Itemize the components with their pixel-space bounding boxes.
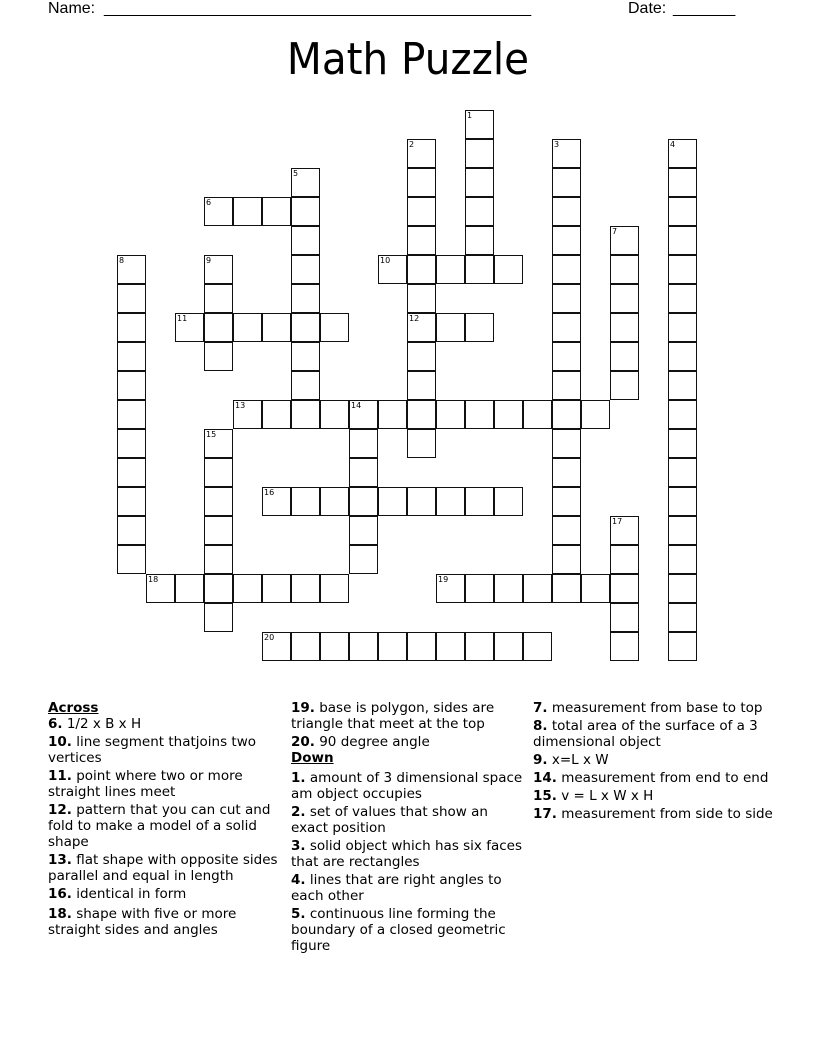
crossword-cell[interactable] [668,255,697,284]
crossword-cell[interactable] [552,342,581,371]
crossword-cell[interactable] [233,574,262,603]
crossword-cell[interactable] [436,313,465,342]
crossword-cell[interactable] [494,632,523,661]
crossword-cell[interactable] [378,255,407,284]
clue-down-9: 9. x=L x W [533,752,609,768]
crossword-cell[interactable] [436,487,465,516]
crossword-cell[interactable] [552,487,581,516]
crossword-cell[interactable] [233,313,262,342]
crossword-cell[interactable] [175,313,204,342]
crossword-cell[interactable] [668,458,697,487]
clue-number: 16 [264,488,275,497]
crossword-cell[interactable] [436,632,465,661]
crossword-cell[interactable] [320,313,349,342]
clue-number: 1 [467,111,473,120]
crossword-cell[interactable] [668,197,697,226]
clue-number: 2 [409,140,415,149]
crossword-cell[interactable] [407,139,436,168]
crossword-cell[interactable] [407,400,436,429]
clue-across-16: 16. identical in form [48,886,187,902]
crossword-cell[interactable] [552,400,581,429]
crossword-cell[interactable] [349,458,378,487]
crossword-cell[interactable] [320,574,349,603]
clue-down-14: 14. measurement from end to end [533,770,769,786]
crossword-cell[interactable] [349,487,378,516]
clue-number: 11 [177,314,188,323]
crossword-cell[interactable] [117,516,146,545]
crossword-cell[interactable] [349,400,378,429]
crossword-cell[interactable] [291,255,320,284]
crossword-cell[interactable] [465,313,494,342]
crossword-cell[interactable] [668,342,697,371]
clue-number: 18 [148,575,159,584]
crossword-cell[interactable] [465,574,494,603]
clue-number: 3 [554,140,560,149]
crossword-cell[interactable] [262,313,291,342]
crossword-cell[interactable] [291,400,320,429]
name-field[interactable]: ________________________________________________ [104,0,532,17]
crossword-cell[interactable] [552,284,581,313]
crossword-cell[interactable] [668,284,697,313]
crossword-cell[interactable] [204,545,233,574]
crossword-cell[interactable] [407,284,436,313]
crossword-cell[interactable] [610,371,639,400]
crossword-cell[interactable] [407,632,436,661]
clues-column-1 [48,700,280,940]
crossword-cell[interactable] [204,516,233,545]
crossword-cell[interactable] [117,400,146,429]
clue-across-20: 20. 90 degree angle [291,734,430,750]
crossword-cell[interactable] [610,226,639,255]
crossword-cell[interactable] [668,429,697,458]
crossword-cell[interactable] [552,458,581,487]
date-field[interactable]: _______ [673,0,736,17]
crossword-cell[interactable] [610,284,639,313]
crossword-cell[interactable] [668,400,697,429]
crossword-cell[interactable] [262,197,291,226]
crossword-cell[interactable] [117,255,146,284]
crossword-cell[interactable] [204,487,233,516]
crossword-cell[interactable] [494,255,523,284]
crossword-cell[interactable] [291,632,320,661]
crossword-cell[interactable] [117,371,146,400]
crossword-cell[interactable] [320,400,349,429]
crossword-cell[interactable] [465,632,494,661]
clue-down-3: 3. solid object which has six faces that are rectangles [291,838,522,870]
crossword-cell[interactable] [610,516,639,545]
crossword-cell[interactable] [494,487,523,516]
clue-across-12: 12. pattern that you can cut and fold to make a model of a solid shape [48,802,271,850]
crossword-cell[interactable] [233,400,262,429]
crossword-cell[interactable] [465,226,494,255]
clue-down-4: 4. lines that are right angles to each other [291,872,502,904]
crossword-cell[interactable] [349,545,378,574]
crossword-cell[interactable] [117,284,146,313]
clue-across-11: 11. point where two or more straight lines meet [48,768,243,800]
crossword-cell[interactable] [552,545,581,574]
clue-down-17: 17. measurement from side to side [533,806,773,822]
clue-number: 6 [206,198,212,207]
clue-down-8: 8. total area of the surface of a 3 dimensional object [533,718,758,750]
crossword-cell[interactable] [204,458,233,487]
crossword-cell[interactable] [465,110,494,139]
crossword-cell[interactable] [262,487,291,516]
crossword-cell[interactable] [378,400,407,429]
crossword-cell[interactable] [117,487,146,516]
clue-number: 5 [293,169,299,178]
crossword-cell[interactable] [117,458,146,487]
crossword-cell[interactable] [494,400,523,429]
crossword-cell[interactable] [668,168,697,197]
crossword-cell[interactable] [291,487,320,516]
crossword-cell[interactable] [407,226,436,255]
clue-number: 19 [438,575,449,584]
crossword-cell[interactable] [436,574,465,603]
crossword-cell[interactable] [146,574,175,603]
crossword-cell[interactable] [436,255,465,284]
clue-across-10: 10. line segment thatjoins two vertices [48,734,257,766]
crossword-cell[interactable] [233,197,262,226]
clue-number: 8 [119,256,125,265]
down-heading: Down [291,750,334,766]
clue-across-13: 13. flat shape with opposite sides parallel and equal in length [48,852,278,884]
crossword-cell[interactable] [465,255,494,284]
clue-across-6: 6. 1/2 x B x H [48,716,142,732]
crossword-cell[interactable] [465,400,494,429]
across-heading: Across [48,700,99,716]
crossword-cell[interactable] [668,603,697,632]
crossword-cell[interactable] [610,313,639,342]
clue-down-2: 2. set of values that show an exact position [291,804,488,836]
crossword-cell[interactable] [552,574,581,603]
crossword-cell[interactable] [523,632,552,661]
crossword-cell[interactable] [291,197,320,226]
crossword-cell[interactable] [407,342,436,371]
crossword-cell[interactable] [552,516,581,545]
page-title: Math Puzzle [286,34,530,85]
crossword-cell[interactable] [668,487,697,516]
crossword-cell[interactable] [436,400,465,429]
crossword-cell[interactable] [291,574,320,603]
clue-number: 4 [670,140,676,149]
crossword-cell[interactable] [291,313,320,342]
crossword-cell[interactable] [291,371,320,400]
crossword-cell[interactable] [668,139,697,168]
crossword-cell[interactable] [378,632,407,661]
clue-number: 15 [206,430,217,439]
date-label: Date: [628,0,667,17]
crossword-cell[interactable] [407,168,436,197]
crossword-cell[interactable] [668,371,697,400]
crossword-cell[interactable] [204,342,233,371]
name-label: Name: [48,0,96,17]
clue-number: 7 [612,227,618,236]
clue-across-19: 19. base is polygon, sides are triangle that meet at the top [291,700,495,732]
crossword-cell[interactable] [465,487,494,516]
crossword-cell[interactable] [465,139,494,168]
crossword-cell[interactable] [407,487,436,516]
crossword-cell[interactable] [610,342,639,371]
crossword-cell[interactable] [204,284,233,313]
crossword-cell[interactable] [668,516,697,545]
crossword-cell[interactable] [291,226,320,255]
clue-number: 9 [206,256,212,265]
clue-down-5: 5. continuous line forming the boundary of a closed geometric figure [291,906,506,954]
crossword-cell[interactable] [407,313,436,342]
clue-number: 20 [264,633,275,642]
crossword-cell[interactable] [262,400,291,429]
crossword-cell[interactable] [610,632,639,661]
crossword-cell[interactable] [407,429,436,458]
crossword-cell[interactable] [523,400,552,429]
crossword-cell[interactable] [204,313,233,342]
crossword-cell[interactable] [610,255,639,284]
crossword-cell[interactable] [552,226,581,255]
crossword-cell[interactable] [494,574,523,603]
crossword-cell[interactable] [552,197,581,226]
crossword-cell[interactable] [668,632,697,661]
clue-number: 14 [351,401,362,410]
crossword-cell[interactable] [465,168,494,197]
crossword-cell[interactable] [552,313,581,342]
crossword-cell[interactable] [668,226,697,255]
crossword-cell[interactable] [117,342,146,371]
crossword-cell[interactable] [378,487,407,516]
crossword-cell[interactable] [262,632,291,661]
crossword-cell[interactable] [407,255,436,284]
crossword-cell[interactable] [668,574,697,603]
clue-down-1: 1. amount of 3 dimensional space am object occupies [291,770,523,802]
crossword-cell[interactable] [407,197,436,226]
crossword-cell[interactable] [349,429,378,458]
clues-column-2 [291,700,523,956]
crossword-cell[interactable] [117,429,146,458]
crossword-cell[interactable] [552,371,581,400]
crossword-cell[interactable] [407,371,436,400]
clue-down-15: 15. v = L x W x H [533,788,654,804]
clue-number: 17 [612,517,623,526]
crossword-cell[interactable] [610,603,639,632]
crossword-cell[interactable] [291,342,320,371]
crossword-cell[interactable] [204,197,233,226]
crossword-cell[interactable] [349,632,378,661]
crossword-cell[interactable] [204,429,233,458]
crossword-cell[interactable] [610,545,639,574]
crossword-cell[interactable] [175,574,204,603]
clue-across-18: 18. shape with five or more straight sides and angles [48,906,237,938]
crossword-cell[interactable] [523,574,552,603]
crossword-cell[interactable] [552,139,581,168]
crossword-cell[interactable] [204,574,233,603]
crossword-cell[interactable] [320,632,349,661]
crossword-cell[interactable] [204,255,233,284]
crossword-cell[interactable] [581,400,610,429]
crossword-cell[interactable] [552,429,581,458]
crossword-cell[interactable] [291,168,320,197]
crossword-cell[interactable] [204,603,233,632]
crossword-cell[interactable] [668,313,697,342]
crossword-cell[interactable] [465,197,494,226]
crossword-cell[interactable] [552,168,581,197]
crossword-cell[interactable] [262,574,291,603]
crossword-cell[interactable] [610,574,639,603]
crossword-cell[interactable] [117,545,146,574]
clue-number: 12 [409,314,420,323]
crossword-cell[interactable] [291,284,320,313]
clue-number: 10 [380,256,391,265]
crossword-cell[interactable] [117,313,146,342]
crossword-cell[interactable] [320,487,349,516]
clue-down-7: 7. measurement from base to top [533,700,763,716]
crossword-cell[interactable] [552,255,581,284]
crossword-cell[interactable] [349,516,378,545]
clues-column-3 [533,700,773,824]
crossword-cell[interactable] [581,574,610,603]
crossword-cell[interactable] [668,545,697,574]
clue-number: 13 [235,401,246,410]
